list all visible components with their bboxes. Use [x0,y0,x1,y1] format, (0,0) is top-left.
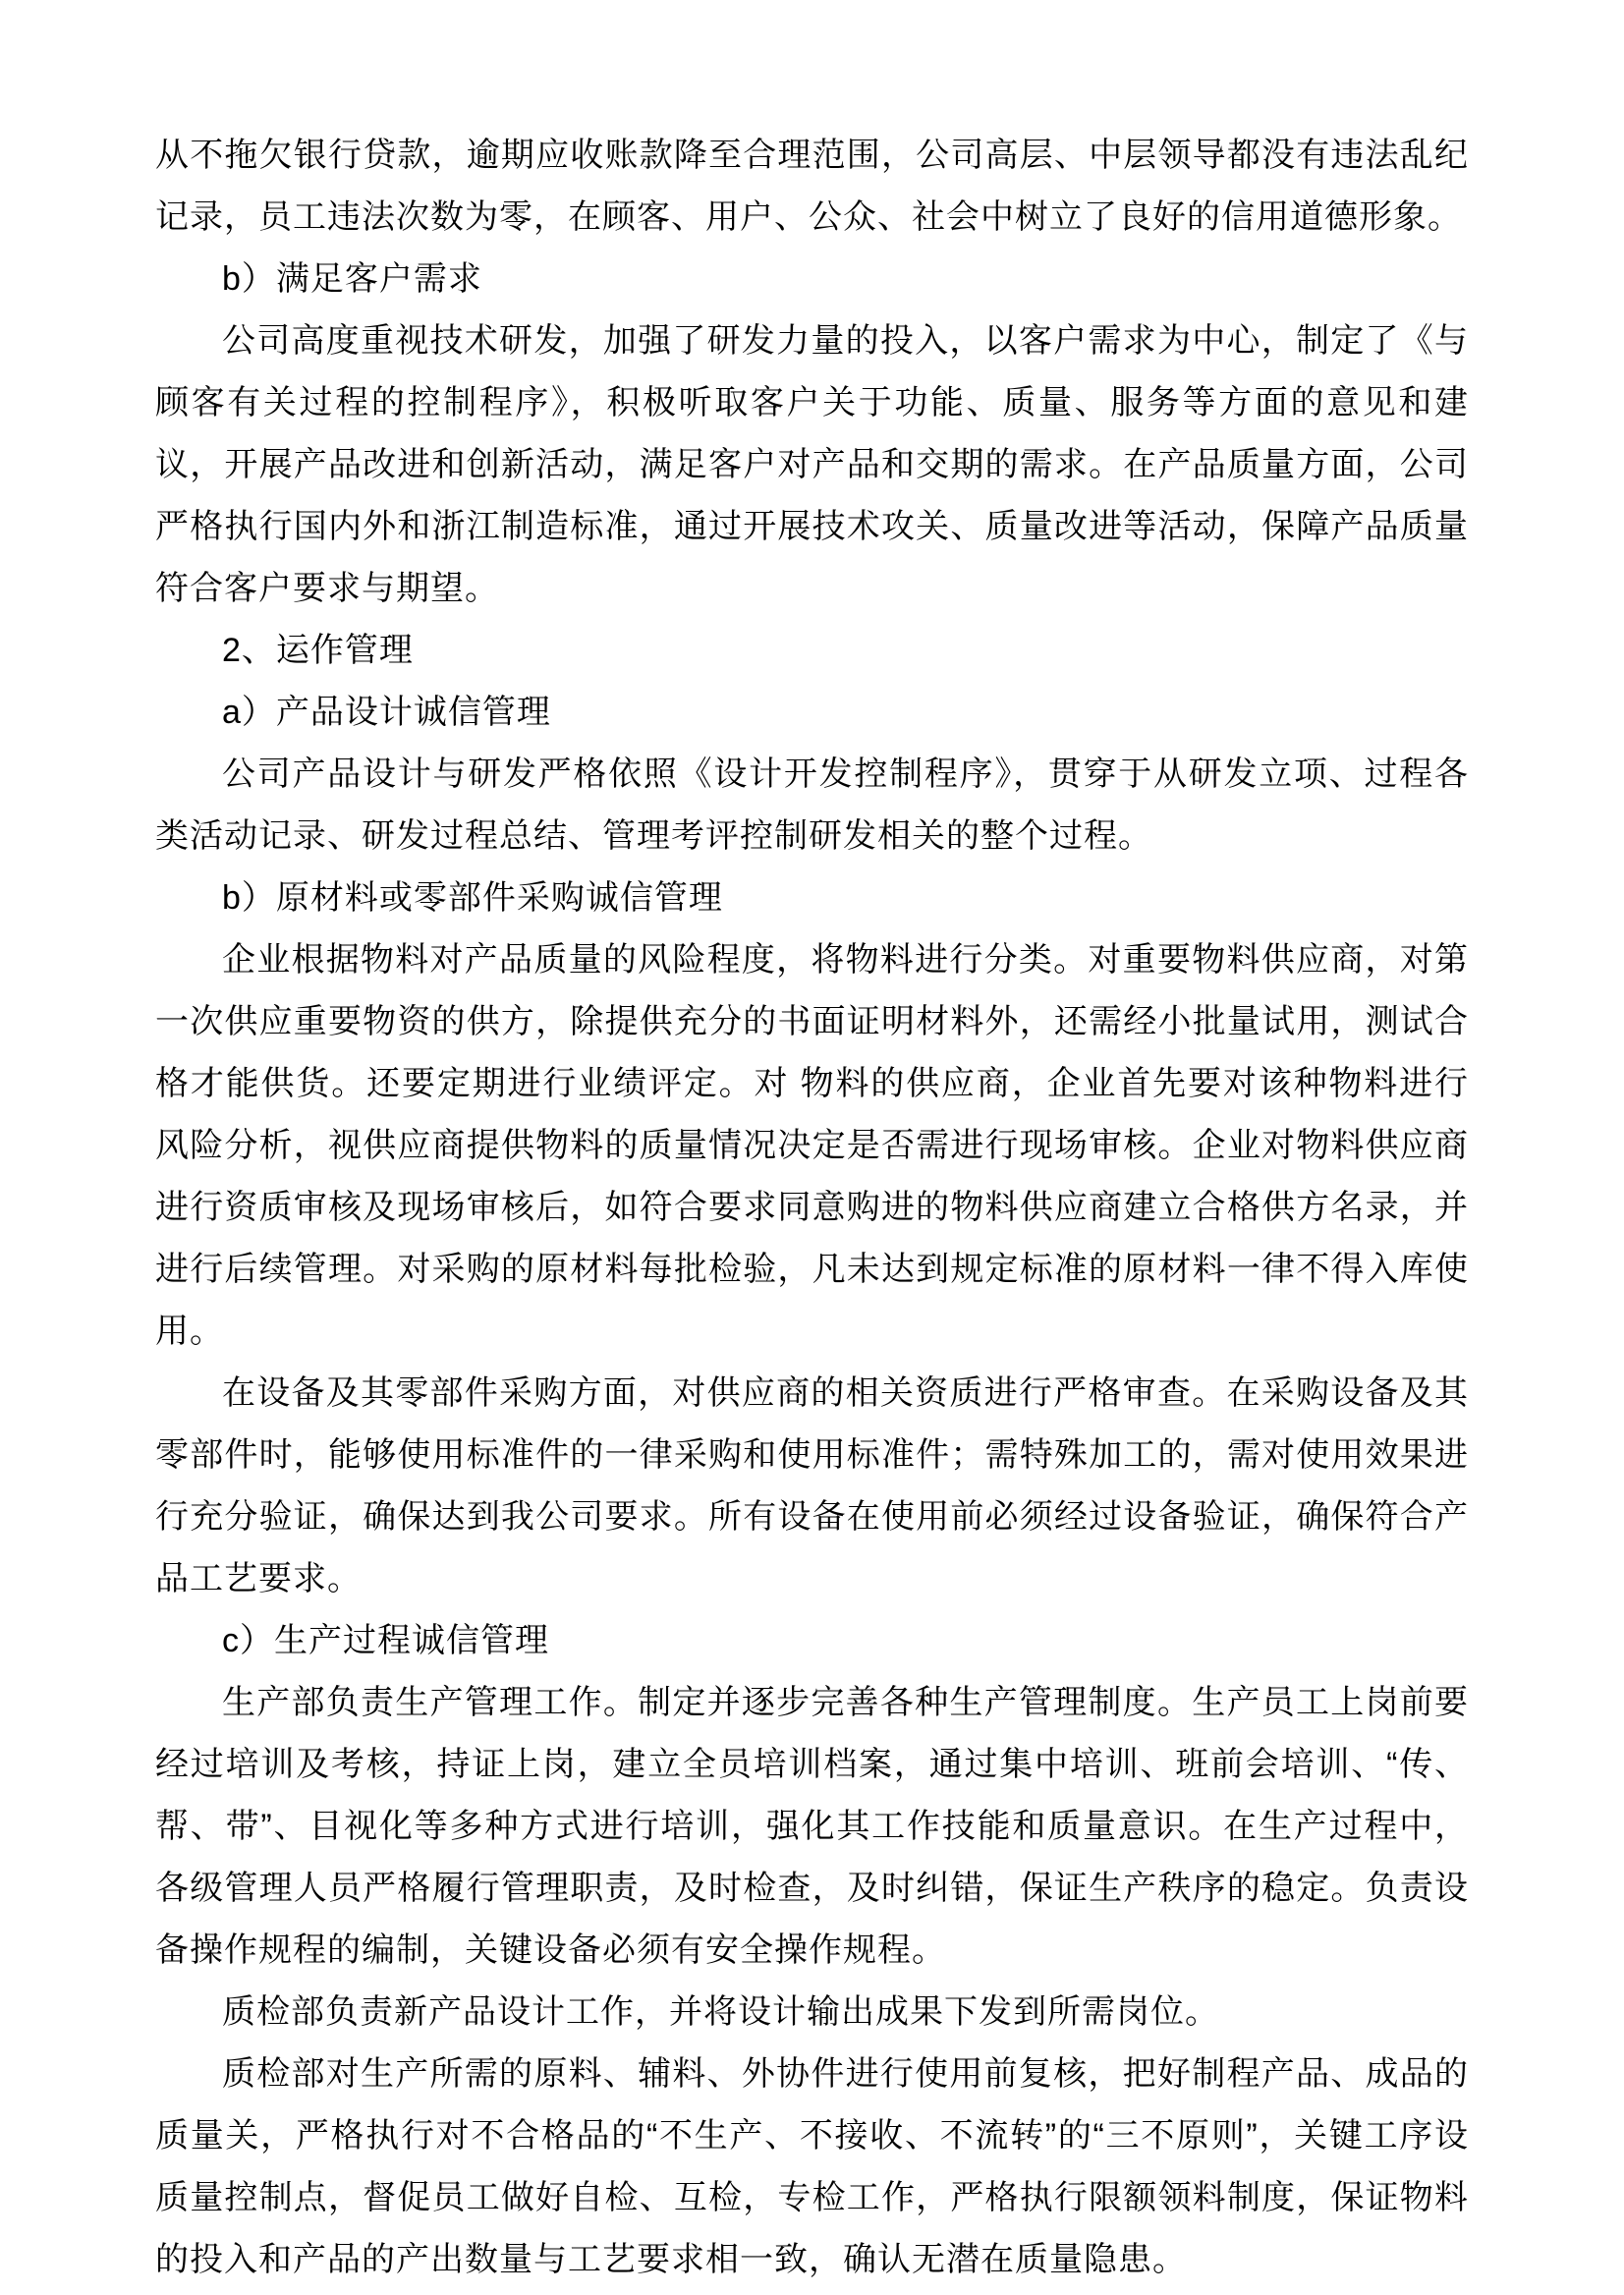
heading-satisfy-customer-needs: b）满足客户需求 [222,260,482,298]
heading-operation-management: 2、运作管理 [222,632,414,669]
heading-material-procurement-integrity: b）原材料或零部件采购诚信管理 [222,879,723,917]
paragraph-production-management: 生产部负责生产管理工作。制定并逐步完善各种生产管理制度。生产员工上岗前要经过培训及考核，持证上岗，建立全员培训档案，通过集中培训、班前会培训、“传、帮、带”、目视化等多种方式进行培训，强化其工作技能和质量意识。在生产过程中，各级管理人员严格履行管理职责，及时检查，及时纠错，保证生产秩序的稳定。负责设备操作规程的编制，关键设备必须有安全操作规程。 [155,1684,1469,1969]
paragraph-equipment-procurement: 在设备及其零部件采购方面，对供应商的相关资质进行严格审查。在采购设备及其零部件时，能够使用标准件的一律采购和使用标准件；需特殊加工的，需对使用效果进行充分验证，确保达到我公司要求。所有设备在使用前必须经过设备验证，确保符合产品工艺要求。 [155,1374,1469,1597]
heading-production-process-integrity: c）生产过程诚信管理 [222,1622,549,1659]
heading-product-design-integrity: a）产品设计诚信管理 [222,694,551,731]
paragraph-product-design: 公司产品设计与研发严格依照《设计开发控制程序》，贯穿于从研发立项、过程各类活动记录、研发过程总结、管理考评控制研发相关的整个过程。 [155,756,1469,855]
paragraph-quality-control: 质检部对生产所需的原料、辅料、外协件进行使用前复核，把好制程产品、成品的质量关，严格执行对不合格品的“不生产、不接收、不流转”的“三不原则”，关键工序设质量控制点，督促员工做好自检、互检，专检工作，严格执行限额领料制度，保证物料的投入和产品的产出数量与工艺要求相一致，确认无潜在质量隐患。 [155,2055,1469,2278]
paragraph-customer-needs: 公司高度重视技术研发，加强了研发力量的投入，以客户需求为中心，制定了《与顾客有关过程的控制程序》，积极听取客户关于功能、质量、服务等方面的意见和建议，开展产品改进和创新活动，满足客户对产品和交期的需求。在产品质量方面，公司严格执行国内外和浙江制造标准，通过开展技术攻关、质量改进等活动，保障产品质量符合客户要求与期望。 [155,322,1469,607]
paragraph-quality-dept-design: 质检部负责新产品设计工作，并将设计输出成果下发到所需岗位。 [222,1993,1219,2031]
paragraph-continuation-credit-record: 从不拖欠银行贷款，逾期应收账款降至合理范围，公司高层、中层领导都没有违法乱纪记录，员工违法次数为零，在顾客、用户、公众、社会中树立了良好的信用道德形象。 [155,137,1469,236]
paragraph-material-procurement: 企业根据物料对产品质量的风险程度，将物料进行分类。对重要物料供应商，对第一次供应重要物资的供方，除提供充分的书面证明材料外，还需经小批量试用，测试合格才能供货。还要定期进行业绩评定。对 物料的供应商，企业首先要对该种物料进行风险分析，视供应商提供物料的质量情况决定是否需进行现场审核。企业对物料供应商进行资质审核及现场审核后，如符合要求同意购进的物料供应商建立合格供方名录，并进行后续管理。对采购的原材料每批检验，凡未达到规定标准的原材料一律不得入库使用。 [155,941,1469,1350]
